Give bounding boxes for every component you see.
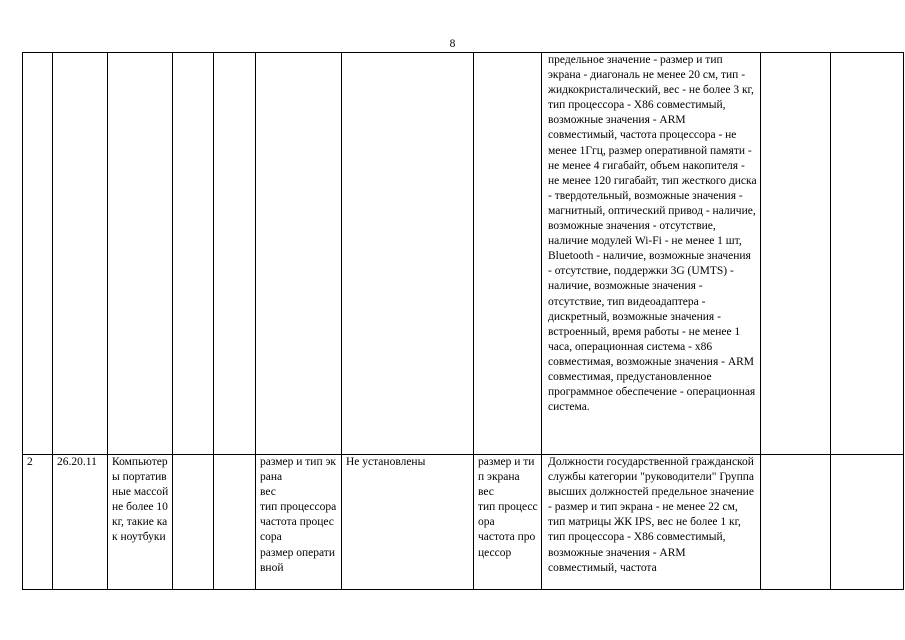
justification-cell (761, 455, 831, 590)
description-text: предельное значение - размер и тип экрана - диагональ не менее 20 см, тип - жидкокристалический, вес - не более 3 кг, тип процессора - X86 совместимый, возможные значения - ARM совместимый, частота процессора - не менее 1Ггц, размер оперативной памяти - не менее 4 гигабайт, объем накопителя - не менее 120 гигабайт, тип жесткого диска - твердотельный, возможные значения - магнитный, оптический привод - наличие, возможные значения - отсутствие, наличие модулей Wi-Fi - не менее 1 шт, Bluetooth - наличие, возможные значения - отсутствие, поддержки 3G (UMTS) - наличие, возможные значения - отсутствие, тип видеоадаптера - дискретный, возможные значения - встроенный, время работы - не менее 1 часа, операционная система - x86 совместимая, возможные значения - ARM совместимая, предустановленное программное обеспечение - операционная система. (548, 54, 757, 414)
row-number-cell (23, 53, 53, 455)
characteristics-cell-2 (474, 455, 542, 590)
item-name-cell (108, 455, 173, 590)
row-number-cell (23, 455, 53, 590)
function-cell (831, 455, 904, 590)
characteristics-cell (256, 455, 342, 590)
characteristic-value-cell (342, 455, 474, 590)
table-row (23, 455, 904, 590)
characteristic-description-cell (542, 455, 761, 590)
unit-name-cell (214, 455, 256, 590)
characteristics-cell (256, 53, 342, 455)
characteristic-value: Не установлены (346, 456, 426, 468)
page-number: 8 (449, 38, 456, 50)
okpd-code-cell (53, 455, 108, 590)
unit-name-cell (214, 53, 256, 455)
procurement-table (22, 52, 904, 590)
row-number: 2 (27, 456, 33, 468)
okpd-code: 26.20.11 (57, 456, 97, 468)
item-name: Компьютеры портативные массой не более 10 кг, такие как ноутбуки (112, 456, 169, 544)
characteristics-list-2: размер и тип экрана вес тип процессора частота процессор (478, 456, 538, 559)
justification-cell (761, 53, 831, 455)
characteristic-value-cell (342, 53, 474, 455)
unit-code-cell (173, 455, 214, 590)
function-cell (831, 53, 904, 455)
characteristics-list: размер и тип экрана вес тип процессора частота процессора размер оперативной (260, 456, 337, 574)
characteristics-cell-2 (474, 53, 542, 455)
okpd-code-cell (53, 53, 108, 455)
description-text: Должности государственной гражданской службы категории "руководители" Группа высших должностей предельное значение - размер и тип экрана - не менее 22 см, тип матрицы ЖК IPS, вес не более 1 кг, тип процессора - X86 совместимый, возможные значения - ARM совместимый, частота (548, 456, 755, 574)
item-name-cell (108, 53, 173, 455)
table-row (23, 53, 904, 455)
characteristic-description-cell (542, 53, 761, 455)
unit-code-cell (173, 53, 214, 455)
